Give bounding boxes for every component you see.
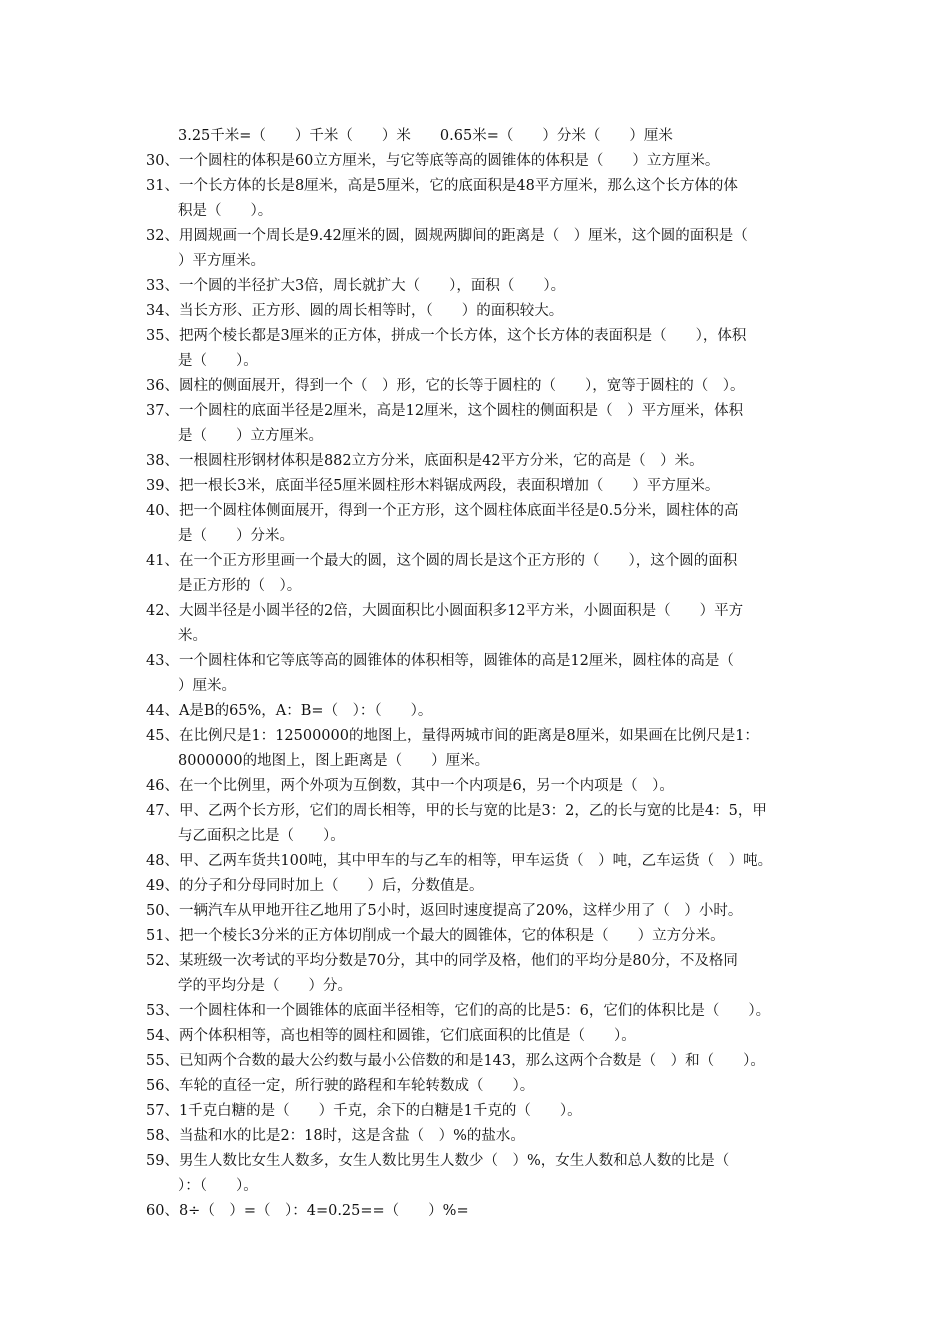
question-41: 41、在一个正方形里画一个最大的圆，这个圆的周长是这个正方形的（ ），这个圆的面积 [146,553,738,569]
question-59: 59、男生人数比女生人数多，女生人数比男生人数少（ ）%，女生人数和总人数的比是（ [146,1153,730,1169]
question-52: 52、某班级一次考试的平均分数是70分，其中的同学及格，他们的平均分是80分，不及格同 [146,953,738,969]
question-52-continued: 学的平均分是（ ）分。 [178,978,352,994]
question-42: 42、大圆半径是小圆半径的2倍，大圆面积比小圆面积多12平方米，小圆面积是（ ）平方 [146,603,744,619]
question-46: 46、在一个比例里，两个外项为互倒数，其中一个内项是6，另一个内项是（ ）。 [146,778,674,794]
question-48: 48、甲、乙两车货共100吨，其中甲车的与乙车的相等，甲车运货（ ）吨，乙车运货（ ）吨。 [146,853,773,869]
question-36: 36、圆柱的侧面展开，得到一个（ ）形，它的长等于圆柱的（ ），宽等于圆柱的（ ）。 [146,378,745,394]
question-30: 30、一个圆柱的体积是60立方厘米，与它等底等高的圆锥体的体积是（ ）立方厘米。 [146,153,720,169]
question-31-continued: 积是（ ）。 [178,203,273,219]
question-56: 56、车轮的直径一定，所行驶的路程和车轮转数成（ ）。 [146,1078,535,1094]
question-35: 35、把两个棱长都是3厘米的正方体，拼成一个长方体，这个长方体的表面积是（ ），体积 [146,328,747,344]
question-60: 60、8÷（ ）=（ ）：4=0.25==（ ）%= [146,1203,469,1219]
question-32-continued: ）平方厘米。 [178,253,265,269]
question-57: 57、1千克白糖的是（ ）千克，余下的白糖是1千克的（ ）。 [146,1103,582,1119]
question-45-continued: 8000000的地图上，图上距离是（ ）厘米。 [178,753,490,769]
question-37-continued: 是（ ）立方厘米。 [178,428,323,444]
question-47-continued: 与乙面积之比是（ ）。 [178,828,345,844]
question-59-continued: ）：（ ）。 [178,1178,258,1194]
question-47: 47、甲、乙两个长方形，它们的周长相等，甲的长与宽的比是3：2，乙的长与宽的比是4：5，甲 [146,803,767,819]
question-41-continued: 是正方形的（ ）。 [178,578,302,594]
question-55: 55、已知两个合数的最大公约数与最小公倍数的和是143，那么这两个合数是（ ）和（ ）。 [146,1053,765,1069]
question-37: 37、一个圆柱的底面半径是2厘米，高是12厘米，这个圆柱的侧面积是（ ）平方厘米，体积 [146,403,744,419]
question-49: 49、的分子和分母同时加上（ ）后，分数值是。 [146,878,484,894]
question-40: 40、把一个圆柱体侧面展开，得到一个正方形，这个圆柱体底面半径是0.5分米，圆柱体的高 [146,503,739,519]
question-34: 34、当长方形、正方形、圆的周长相等时，（ ）的面积较大。 [146,303,564,319]
question-58: 58、当盐和水的比是2：18时，这是含盐（ ）%的盐水。 [146,1128,525,1144]
question-33: 33、一个圆的半径扩大3倍，周长就扩大（ ），面积（ ）。 [146,278,566,294]
question-53: 53、一个圆柱体和一个圆锥体的底面半径相等，它们的高的比是5：6，它们的体积比是（ ）。 [146,1003,771,1019]
question-35-continued: 是（ ）。 [178,353,258,369]
question-40-continued: 是（ ）分米。 [178,528,294,544]
question-43-continued: ）厘米。 [178,678,236,694]
question-51: 51、把一个棱长3分米的正方体切削成一个最大的圆锥体，它的体积是（ ）立方分米。 [146,928,725,944]
question-38: 38、一根圆柱形钢材体积是882立方分米，底面积是42平方分米，它的高是（ ）米。 [146,453,704,469]
question-45: 45、在比例尺是1：12500000的地图上，量得两城市间的距离是8厘米，如果画在比例尺是1： [146,728,759,744]
question-42-continued: 米。 [178,628,207,644]
question-44: 44、A是B的65%，A：B=（ ）：（ ）。 [146,703,433,719]
question-43: 43、一个圆柱体和它等底等高的圆锥体的体积相等，圆锥体的高是12厘米，圆柱体的高是（ [146,653,734,669]
question-31: 31、一个长方体的长是8厘米，高是5厘米，它的底面积是48平方厘米，那么这个长方体的体 [146,178,738,194]
question-50: 50、一辆汽车从甲地开往乙地用了5小时，返回时速度提高了20%，这样少用了（ ）小时。 [146,903,743,919]
question-54: 54、两个体积相等，高也相等的圆柱和圆锥，它们底面积的比值是（ ）。 [146,1028,636,1044]
question-39: 39、把一根长3米，底面半径5厘米圆柱形木料锯成两段，表面积增加（ ）平方厘米。 [146,478,720,494]
question-29-continued: 3.25千米=（ ）千米（ ）米 0.65米=（ ）分米（ ）厘米 [178,128,673,144]
question-32: 32、用圆规画一个周长是9.42厘米的圆，圆规两脚间的距离是（ ）厘米，这个圆的面积是（ [146,228,748,244]
